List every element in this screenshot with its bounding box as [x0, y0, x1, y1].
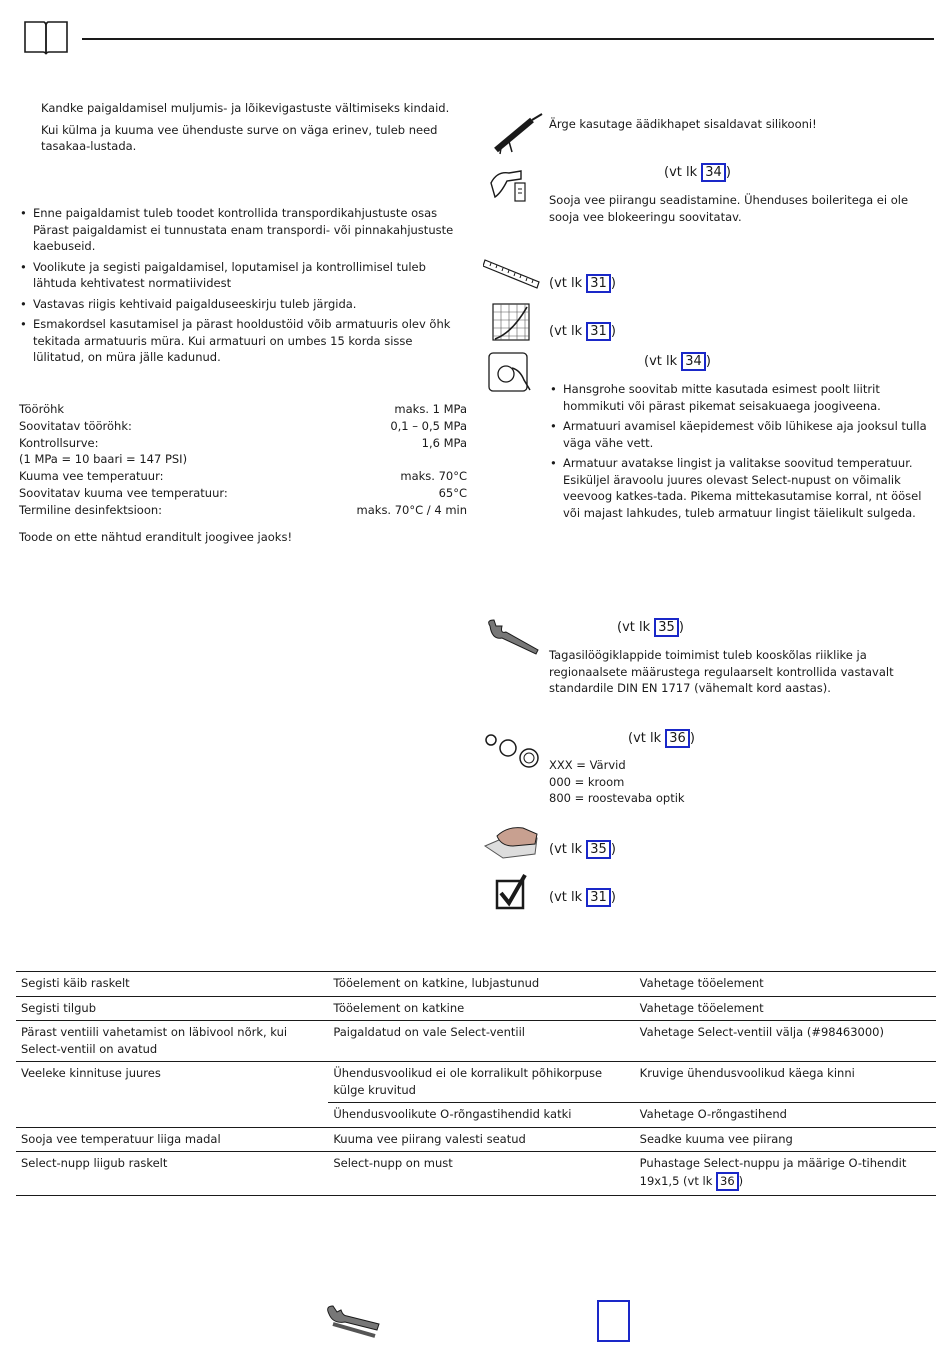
table-row: [16, 1127, 936, 1152]
list-item: • Voolikute ja segisti paigaldamisel, loputamisel ja kontrollimisel tuleb lähtuda kehtivatest normatiividest: [19, 259, 467, 292]
cause-cell: Ühendusvoolikute O-rõngastihendid katki: [328, 1103, 634, 1128]
list-item: • Enne paigaldamist tuleb toodet kontrollida transpordikahjustuste osas Pärast paigaldamist ei tunnustata enam transpordi- või pinnakahjustuste kaebuseid.: [19, 205, 467, 255]
ref-suffix: ): [705, 354, 711, 369]
tech-row: [19, 451, 467, 468]
installation-hints: [19, 205, 467, 370]
tech-label: Termiline desinfektsioon:: [19, 502, 163, 517]
ref-prefix: (vt lk: [549, 842, 587, 857]
problem-cell: Segisti tilgub: [16, 996, 328, 1021]
ref-hot-water: [664, 163, 731, 182]
ref-spare-parts: [628, 729, 695, 748]
remedy-cell: Vahetage Select-ventiil välja (#98463000): [635, 1021, 936, 1062]
tech-label: Tööröhk: [19, 402, 65, 416]
safety-notes: [41, 100, 461, 160]
problem-cell: Segisti käib raskelt: [16, 972, 328, 997]
table-row: [16, 1021, 936, 1062]
tech-row: [19, 435, 467, 452]
ref-suffix: ): [610, 324, 616, 339]
page-marker-box: [597, 1300, 630, 1342]
ref-prefix: (vt lk: [664, 165, 702, 180]
tech-label: Kuuma vee temperatuur:: [19, 469, 164, 484]
remedy-cell: Vahetage tööelement: [635, 972, 936, 997]
tech-label: Kontrollsurve:: [19, 435, 99, 450]
cause-cell: Paigaldatud on vale Select-ventiil: [328, 1021, 634, 1062]
problem-cell: Sooja vee temperatuur liiga madal: [16, 1127, 328, 1152]
tech-label: Soovitatav tööröhk:: [19, 418, 132, 433]
ref-service: [617, 618, 684, 637]
tech-row: [19, 468, 467, 485]
operation-hand-icon: [486, 350, 536, 399]
tech-row: [19, 502, 467, 519]
problem-cell: Select-nupp liigub raskelt: [16, 1152, 328, 1196]
remedy-cell: Vahetage O-rõngastihend: [635, 1103, 936, 1128]
tech-value: 1,6 MPa: [421, 435, 467, 450]
checkmark-icon: [495, 873, 529, 916]
cause-cell: Select-nupp on must: [328, 1152, 634, 1196]
tools-icon: [325, 1300, 383, 1345]
ref-flow-diagram: [549, 322, 616, 341]
page-link-34[interactable]: 34: [681, 352, 706, 371]
remedy-cell: Kruvige ühendusvoolikud käega kinni: [635, 1062, 936, 1103]
tech-value: 0,1 – 0,5 MPa: [390, 418, 467, 433]
page-link-34[interactable]: 34: [701, 163, 726, 182]
cause-cell: Tööelement on katkine: [328, 996, 634, 1021]
page-link-31[interactable]: 31: [586, 274, 611, 293]
book-icon: [22, 18, 70, 56]
ref-operation: [644, 352, 711, 371]
tech-label: Soovitatav kuuma vee temperatuur:: [19, 485, 228, 500]
spare-parts-icon: [484, 730, 542, 775]
table-row: [16, 1062, 936, 1103]
ref-prefix: (vt lk: [628, 731, 666, 746]
list-item: • Armatuur avatakse lingist ja valitakse soovitud temperatuur. Esiküljel äravoolu juures olevast Select-nupust on võimalik veevoog katkes-tada. Pikema mittekasutamise korral, nt öösel või majast lahkudes, tuleb armatuur lingist täielikult sulgeda.: [549, 455, 931, 521]
table-row: [16, 996, 936, 1021]
color-code: 000 = kroom: [549, 774, 625, 789]
tech-row: [19, 485, 467, 502]
page-link-35[interactable]: 35: [586, 840, 611, 859]
page-link-36[interactable]: 36: [716, 1172, 739, 1191]
tech-value: maks. 70°C: [400, 469, 467, 484]
cause-cell: Tööelement on katkine, lubjastunud: [328, 972, 634, 997]
tech-row: [19, 418, 467, 435]
cause-cell: Kuuma vee piirang valesti seatud: [328, 1127, 634, 1152]
tech-row: [19, 401, 467, 418]
color-code: XXX = Värvid: [549, 758, 626, 772]
page-link-36[interactable]: 36: [665, 729, 690, 748]
ref-prefix: (vt lk: [549, 890, 587, 905]
pressure-note: Kui külma ja kuuma vee ühenduste surve on väga erinev, tuleb need tasakaa-lustada.: [41, 122, 438, 153]
flow-diagram-icon: [492, 303, 532, 348]
cause-cell: Ühendusvoolikud ei ole korralikult põhikorpuse külge kruvitud: [328, 1062, 634, 1103]
list-item: • Armatuuri avamisel käepidemest võib lühikese aja jooksul tulla väga vähe vett.: [549, 418, 931, 451]
remedy-text: Puhastage Select-nuppu ja määrige O-tihendit 19x1,5 (vt lk: [639, 1156, 907, 1188]
ref-suffix: ): [610, 842, 616, 857]
ref-cleaning: [549, 840, 616, 859]
silicone-gun-icon: [488, 112, 548, 161]
list-item: • Hansgrohe soovitab mitte kasutada esimest poolt liitrit hommikuti või pärast pikemat seisakuaega joogiveena.: [549, 381, 931, 414]
table-row: [16, 1152, 936, 1196]
gloves-note: Kandke paigaldamisel muljumis- ja lõikevigastuste vältimiseks kindaid.: [41, 101, 450, 115]
ref-prefix: (vt lk: [644, 354, 682, 369]
operation-hints: [549, 381, 931, 525]
color-codes: [549, 757, 685, 807]
technical-data: [19, 401, 467, 519]
service-note: Tagasilöögiklappide toimimist tuleb kooskõlas riiklike ja regionaalsete määrustega regulaarselt kontrollida vastavalt standardile DIN EN 1717 (vähemalt kord aastas).: [549, 648, 894, 695]
color-code: 800 = roostevaba optik: [549, 791, 685, 805]
ref-dimensions: [549, 274, 616, 293]
list-item: • Esmakordsel kasutamisel ja pärast hooldustöid võib armatuuris olev õhk tekitada armatuuris müra. Kui armatuuri on umbes 15 korda sisse lülitatud, on müra jälle kadunud.: [19, 316, 467, 366]
table-row: [16, 972, 936, 997]
drinking-water-note: Toode on ette nähtud eranditult joogivee jaoks!: [19, 530, 293, 544]
remedy-cell: Seadke kuuma vee piirang: [635, 1127, 936, 1152]
cleaning-hand-icon: [483, 822, 541, 867]
header-rule: [82, 38, 934, 40]
page-link-31[interactable]: 31: [586, 888, 611, 907]
tech-value: maks. 70°C / 4 min: [356, 502, 467, 517]
ref-prefix: (vt lk: [549, 324, 587, 339]
ref-suffix: ): [610, 890, 616, 905]
hot-water-hand-icon: [487, 165, 537, 210]
ref-suffix: ): [738, 1173, 744, 1188]
problem-cell: Pärast ventiili vahetamist on läbivool nõrk, kui Select-ventiil on avatud: [16, 1021, 328, 1062]
problem-cell: Veeleke kinnituse juures: [16, 1062, 328, 1128]
remedy-cell: Vahetage tööelement: [635, 996, 936, 1021]
silicone-note: Ärge kasutage äädikhapet sisaldavat silikooni!: [549, 117, 817, 131]
tech-value: maks. 1 MPa: [394, 402, 467, 416]
troubleshooting-table: [16, 971, 936, 1196]
tech-value: 65°C: [438, 485, 467, 500]
ref-suffix: ): [610, 276, 616, 291]
ref-suffix: ): [689, 731, 695, 746]
ruler-icon: [483, 256, 541, 301]
ref-prefix: (vt lk: [617, 620, 655, 635]
remedy-cell: [635, 1152, 936, 1196]
ref-suffix: ): [725, 165, 731, 180]
ref-prefix: (vt lk: [549, 276, 587, 291]
page-link-35[interactable]: 35: [654, 618, 679, 637]
hot-water-note: Sooja vee piirangu seadistamine. Ühenduses boileritega ei ole sooja vee blokeeringu soovitatav.: [549, 193, 909, 224]
tech-label: (1 MPa = 10 baari = 147 PSI): [19, 452, 188, 467]
list-item: • Vastavas riigis kehtivaid paigalduseeskirju tuleb järgida.: [19, 296, 467, 313]
wrench-icon: [484, 618, 542, 663]
ref-check: [549, 888, 616, 907]
ref-suffix: ): [678, 620, 684, 635]
page-link-31[interactable]: 31: [586, 322, 611, 341]
